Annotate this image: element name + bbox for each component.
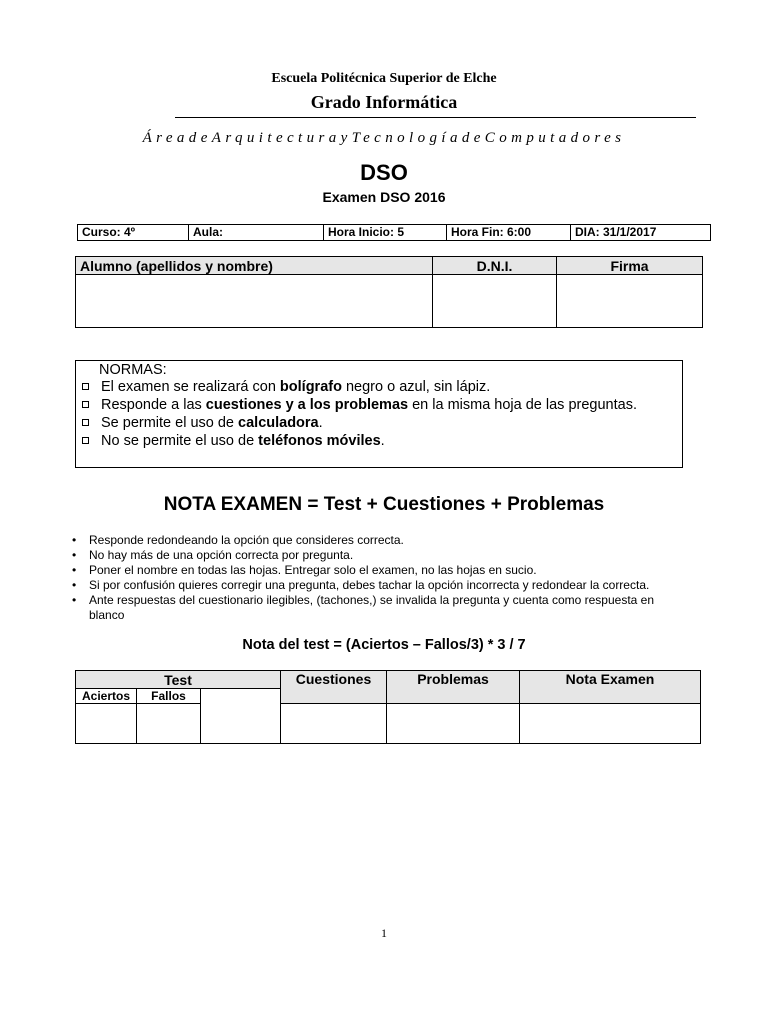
exam-grade-field[interactable] [520,704,701,744]
instructions-list [72,533,692,623]
rule-item: No se permite el uso de teléfonos móviles. [82,432,637,450]
end-time-cell: Hora Fin: 6:00 [447,225,571,241]
course-cell: Curso: 4º [78,225,189,241]
start-time-cell: Hora Inicio: 5 [324,225,447,241]
header-divider [175,117,696,118]
date-cell: DIA: 31/1/2017 [571,225,711,241]
degree-title: Grado Informática [310,92,458,112]
checkbox-bullet-icon [82,437,89,444]
checkbox-bullet-icon [82,383,89,390]
wrong-answers-field[interactable] [137,704,201,744]
exam-title: Examen DSO 2016 [322,189,446,205]
student-name-header: Alumno (apellidos y nombre) [76,257,433,275]
rule-item: El examen se realizará con bolígrafo negro o azul, sin lápiz. [82,378,637,396]
test-score-field[interactable] [201,704,281,744]
rules-title: NORMAS: [99,362,167,378]
instruction-item: • Poner el nombre en todas las hojas. Entregar solo el examen, no las hojas en sucio. [72,563,692,578]
rules-list [82,378,637,450]
instruction-item: • Responde redondeando la opción que consideres correcta. [72,533,692,548]
dni-header: D.N.I. [433,257,557,275]
grade-formula: NOTA EXAMEN = Test + Cuestiones + Problemas [163,494,605,515]
instruction-item: • No hay más de una opción correcta por pregunta. [72,548,692,563]
signature-header: Firma [557,257,703,275]
student-name-field[interactable] [76,275,433,328]
student-table [75,256,703,328]
checkbox-bullet-icon [82,419,89,426]
correct-answers-header: Aciertos [76,689,137,704]
problems-header: Problemas [387,671,520,704]
instruction-item: • Si por confusión quieres corregir una pregunta, debes tachar la opción incorrecta y redondear la correcta. [72,578,692,593]
subject-title: DSO [360,160,408,185]
department-area: ÁreadeArquitecturayTecnologíadeComputadores [142,130,626,146]
test-score-formula: Nota del test = (Aciertos – Fallos/3) * 3 / 7 [242,637,526,653]
exam-grade-header: Nota Examen [520,671,701,704]
test-score-blank [201,689,281,704]
rule-item: Se permite el uso de calculadora. [82,414,637,432]
questions-header: Cuestiones [281,671,387,704]
problems-score-field[interactable] [387,704,520,744]
dni-field[interactable] [433,275,557,328]
school-name: Escuela Politécnica Superior de Elche [271,71,497,86]
rule-item: Responde a las cuestiones y a los problemas en la misma hoja de las preguntas. [82,396,637,414]
instruction-item: • Ante respuestas del cuestionario ilegibles, (tachones,) se invalida la pregunta y cuenta como respuesta en blanco [72,593,692,623]
exam-info-table [77,224,711,241]
questions-score-field[interactable] [281,704,387,744]
correct-answers-field[interactable] [76,704,137,744]
page-number: 1 [381,926,387,940]
rules-box [75,360,683,468]
wrong-answers-header: Fallos [137,689,201,704]
grades-table [75,670,701,744]
checkbox-bullet-icon [82,401,89,408]
classroom-cell: Aula: [189,225,324,241]
test-header: Test [76,671,281,689]
signature-field[interactable] [557,275,703,328]
